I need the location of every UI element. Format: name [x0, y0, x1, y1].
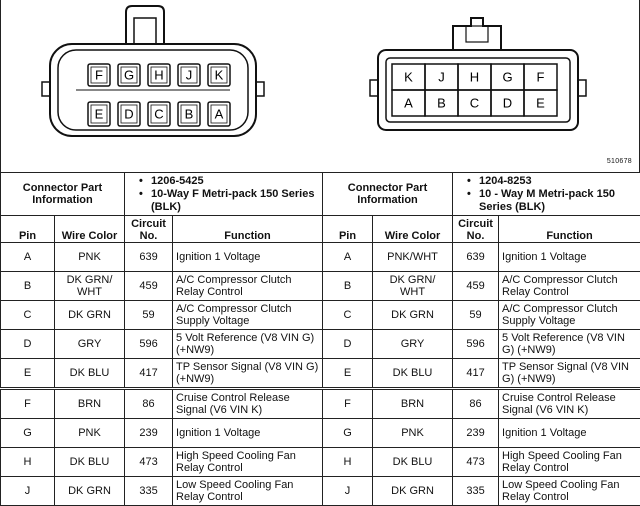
pin-cavity [491, 64, 524, 90]
pin-cell: H [323, 448, 373, 477]
pin-cavity [524, 64, 557, 90]
pin-cavity [178, 102, 200, 126]
function-cell: TP Sensor Signal (V8 VIN G) (+NW9) [499, 359, 640, 389]
pin-cell: A [1, 243, 55, 272]
pin-letter: K [215, 68, 224, 83]
pin-cell: E [1, 359, 55, 389]
table-row [1, 419, 640, 448]
wire-color-cell: DK GRN [373, 301, 453, 330]
circuit-cell: 417 [125, 359, 173, 389]
wire-color-cell: BRN [55, 389, 125, 419]
wire-color-cell: DK GRN/ WHT [373, 272, 453, 301]
pin-letter: B [437, 96, 446, 111]
circuit-cell: 335 [453, 477, 499, 506]
pin-cell: H [1, 448, 55, 477]
circuit-cell: 596 [453, 330, 499, 359]
pinout-table [0, 172, 640, 506]
connector-diagram [0, 0, 640, 172]
pin-cell: B [1, 272, 55, 301]
pin-cell: J [1, 477, 55, 506]
right-info-label: Connector Part Information [323, 173, 453, 216]
wire-color-cell: DK GRN [55, 477, 125, 506]
circuit-cell: 596 [125, 330, 173, 359]
wire-color-cell: GRY [55, 330, 125, 359]
circuit-cell: 239 [453, 419, 499, 448]
pin-letter: A [215, 107, 224, 122]
pin-cavity [524, 90, 557, 116]
table-row [1, 389, 640, 419]
pin-cell: G [323, 419, 373, 448]
function-cell: Ignition 1 Voltage [173, 419, 323, 448]
pin-cavity [458, 64, 491, 90]
pin-cell: J [323, 477, 373, 506]
wire-color-cell: PNK [55, 419, 125, 448]
col-pin: Pin [1, 216, 55, 243]
pin-cavity [178, 64, 200, 86]
circuit-cell: 86 [125, 389, 173, 419]
left-info-spec [125, 173, 323, 216]
pin-letter: E [95, 107, 104, 122]
function-cell: A/C Compressor Clutch Relay Control [173, 272, 323, 301]
pin-cavity [392, 64, 425, 90]
function-cell: Cruise Control Release Signal (V6 VIN K) [173, 389, 323, 419]
pin-cell: F [323, 389, 373, 419]
pin-cavity [148, 64, 170, 86]
col-wire-color: Wire Color [55, 216, 125, 243]
table-row [1, 301, 640, 330]
table-row [1, 243, 640, 272]
wire-color-cell: PNK/WHT [373, 243, 453, 272]
pin-cavity [425, 64, 458, 90]
circuit-cell: 459 [125, 272, 173, 301]
pin-cell: B [323, 272, 373, 301]
right-connector [370, 18, 586, 130]
connector-info-row [1, 173, 640, 216]
pin-cell: D [323, 330, 373, 359]
col-circuit-no: Circuit No. [453, 216, 499, 243]
wire-color-cell: DK GRN/ WHT [55, 272, 125, 301]
left-connector [42, 6, 264, 136]
circuit-cell: 86 [453, 389, 499, 419]
pin-cavity [118, 102, 140, 126]
pin-letter: J [438, 70, 445, 85]
pin-cavity [208, 102, 230, 126]
pin-cavity [392, 90, 425, 116]
function-cell: 5 Volt Reference (V8 VIN G) (+NW9) [173, 330, 323, 359]
left-description: • 10-Way F Metri-pack 150 Series (BLK) [139, 188, 319, 214]
table-row [1, 477, 640, 506]
pin-cavity [208, 64, 230, 86]
pin-cavity [148, 102, 170, 126]
circuit-cell: 639 [453, 243, 499, 272]
circuit-cell: 473 [453, 448, 499, 477]
circuit-cell: 335 [125, 477, 173, 506]
table-row [1, 448, 640, 477]
pin-letter: H [470, 70, 479, 85]
function-cell: Low Speed Cooling Fan Relay Control [173, 477, 323, 506]
right-part-number: • 1204-8253 [467, 175, 637, 188]
function-cell: Ignition 1 Voltage [499, 419, 640, 448]
function-cell: Ignition 1 Voltage [173, 243, 323, 272]
col-wire-color: Wire Color [373, 216, 453, 243]
pin-letter: H [154, 68, 163, 83]
pin-cavity [88, 64, 110, 86]
function-cell: Low Speed Cooling Fan Relay Control [499, 477, 640, 506]
circuit-cell: 59 [125, 301, 173, 330]
function-cell: High Speed Cooling Fan Relay Control [499, 448, 640, 477]
pin-cavity [88, 102, 110, 126]
circuit-cell: 473 [125, 448, 173, 477]
right-info-spec [453, 173, 640, 216]
pin-letter: J [186, 68, 193, 83]
function-cell: Cruise Control Release Signal (V6 VIN K) [499, 389, 640, 419]
pin-letter: E [536, 96, 545, 111]
pin-cell: D [1, 330, 55, 359]
table-row [1, 272, 640, 301]
wire-color-cell: DK BLU [373, 359, 453, 389]
function-cell: High Speed Cooling Fan Relay Control [173, 448, 323, 477]
wire-color-cell: DK BLU [55, 359, 125, 389]
pin-cavity [491, 90, 524, 116]
wire-color-cell: DK BLU [373, 448, 453, 477]
wire-color-cell: GRY [373, 330, 453, 359]
pin-letter: D [503, 96, 512, 111]
pin-cavity [458, 90, 491, 116]
left-info-label: Connector Part Information [1, 173, 125, 216]
pin-letter: G [124, 68, 134, 83]
col-circuit-no: Circuit No. [125, 216, 173, 243]
function-cell: Ignition 1 Voltage [499, 243, 640, 272]
wire-color-cell: DK GRN [373, 477, 453, 506]
circuit-cell: 459 [453, 272, 499, 301]
pin-letter: F [537, 70, 545, 85]
pin-cavity [425, 90, 458, 116]
function-cell: A/C Compressor Clutch Supply Voltage [173, 301, 323, 330]
pin-letter: C [470, 96, 479, 111]
pin-letter: G [502, 70, 512, 85]
drawing-id: 510678 [607, 158, 632, 165]
pin-letter: K [404, 70, 413, 85]
wire-color-cell: PNK [373, 419, 453, 448]
pin-letter: C [154, 107, 163, 122]
pin-letter: A [404, 96, 413, 111]
circuit-cell: 639 [125, 243, 173, 272]
right-description: • 10 - Way M Metri-pack 150 Series (BLK) [467, 188, 637, 214]
pin-cell: A [323, 243, 373, 272]
wire-color-cell: DK GRN [55, 301, 125, 330]
pin-cell: G [1, 419, 55, 448]
function-cell: 5 Volt Reference (V8 VIN G) (+NW9) [499, 330, 640, 359]
pin-cell: C [1, 301, 55, 330]
pin-letter: F [95, 68, 103, 83]
col-function: Function [499, 216, 640, 243]
pin-letter: D [124, 107, 133, 122]
table-row [1, 330, 640, 359]
pin-letter: B [185, 107, 194, 122]
wire-color-cell: DK BLU [55, 448, 125, 477]
circuit-cell: 417 [453, 359, 499, 389]
table-row [1, 359, 640, 389]
column-header-row [1, 216, 640, 243]
circuit-cell: 239 [125, 419, 173, 448]
pin-cell: E [323, 359, 373, 389]
pin-cell: C [323, 301, 373, 330]
function-cell: A/C Compressor Clutch Relay Control [499, 272, 640, 301]
col-pin: Pin [323, 216, 373, 243]
wire-color-cell: PNK [55, 243, 125, 272]
pin-cell: F [1, 389, 55, 419]
wire-color-cell: BRN [373, 389, 453, 419]
col-function: Function [173, 216, 323, 243]
circuit-cell: 59 [453, 301, 499, 330]
pin-cavity [118, 64, 140, 86]
left-part-number: • 1206-5425 [139, 175, 319, 188]
function-cell: TP Sensor Signal (V8 VIN G) (+NW9) [173, 359, 323, 389]
function-cell: A/C Compressor Clutch Supply Voltage [499, 301, 640, 330]
connector-drawings [0, 0, 640, 172]
